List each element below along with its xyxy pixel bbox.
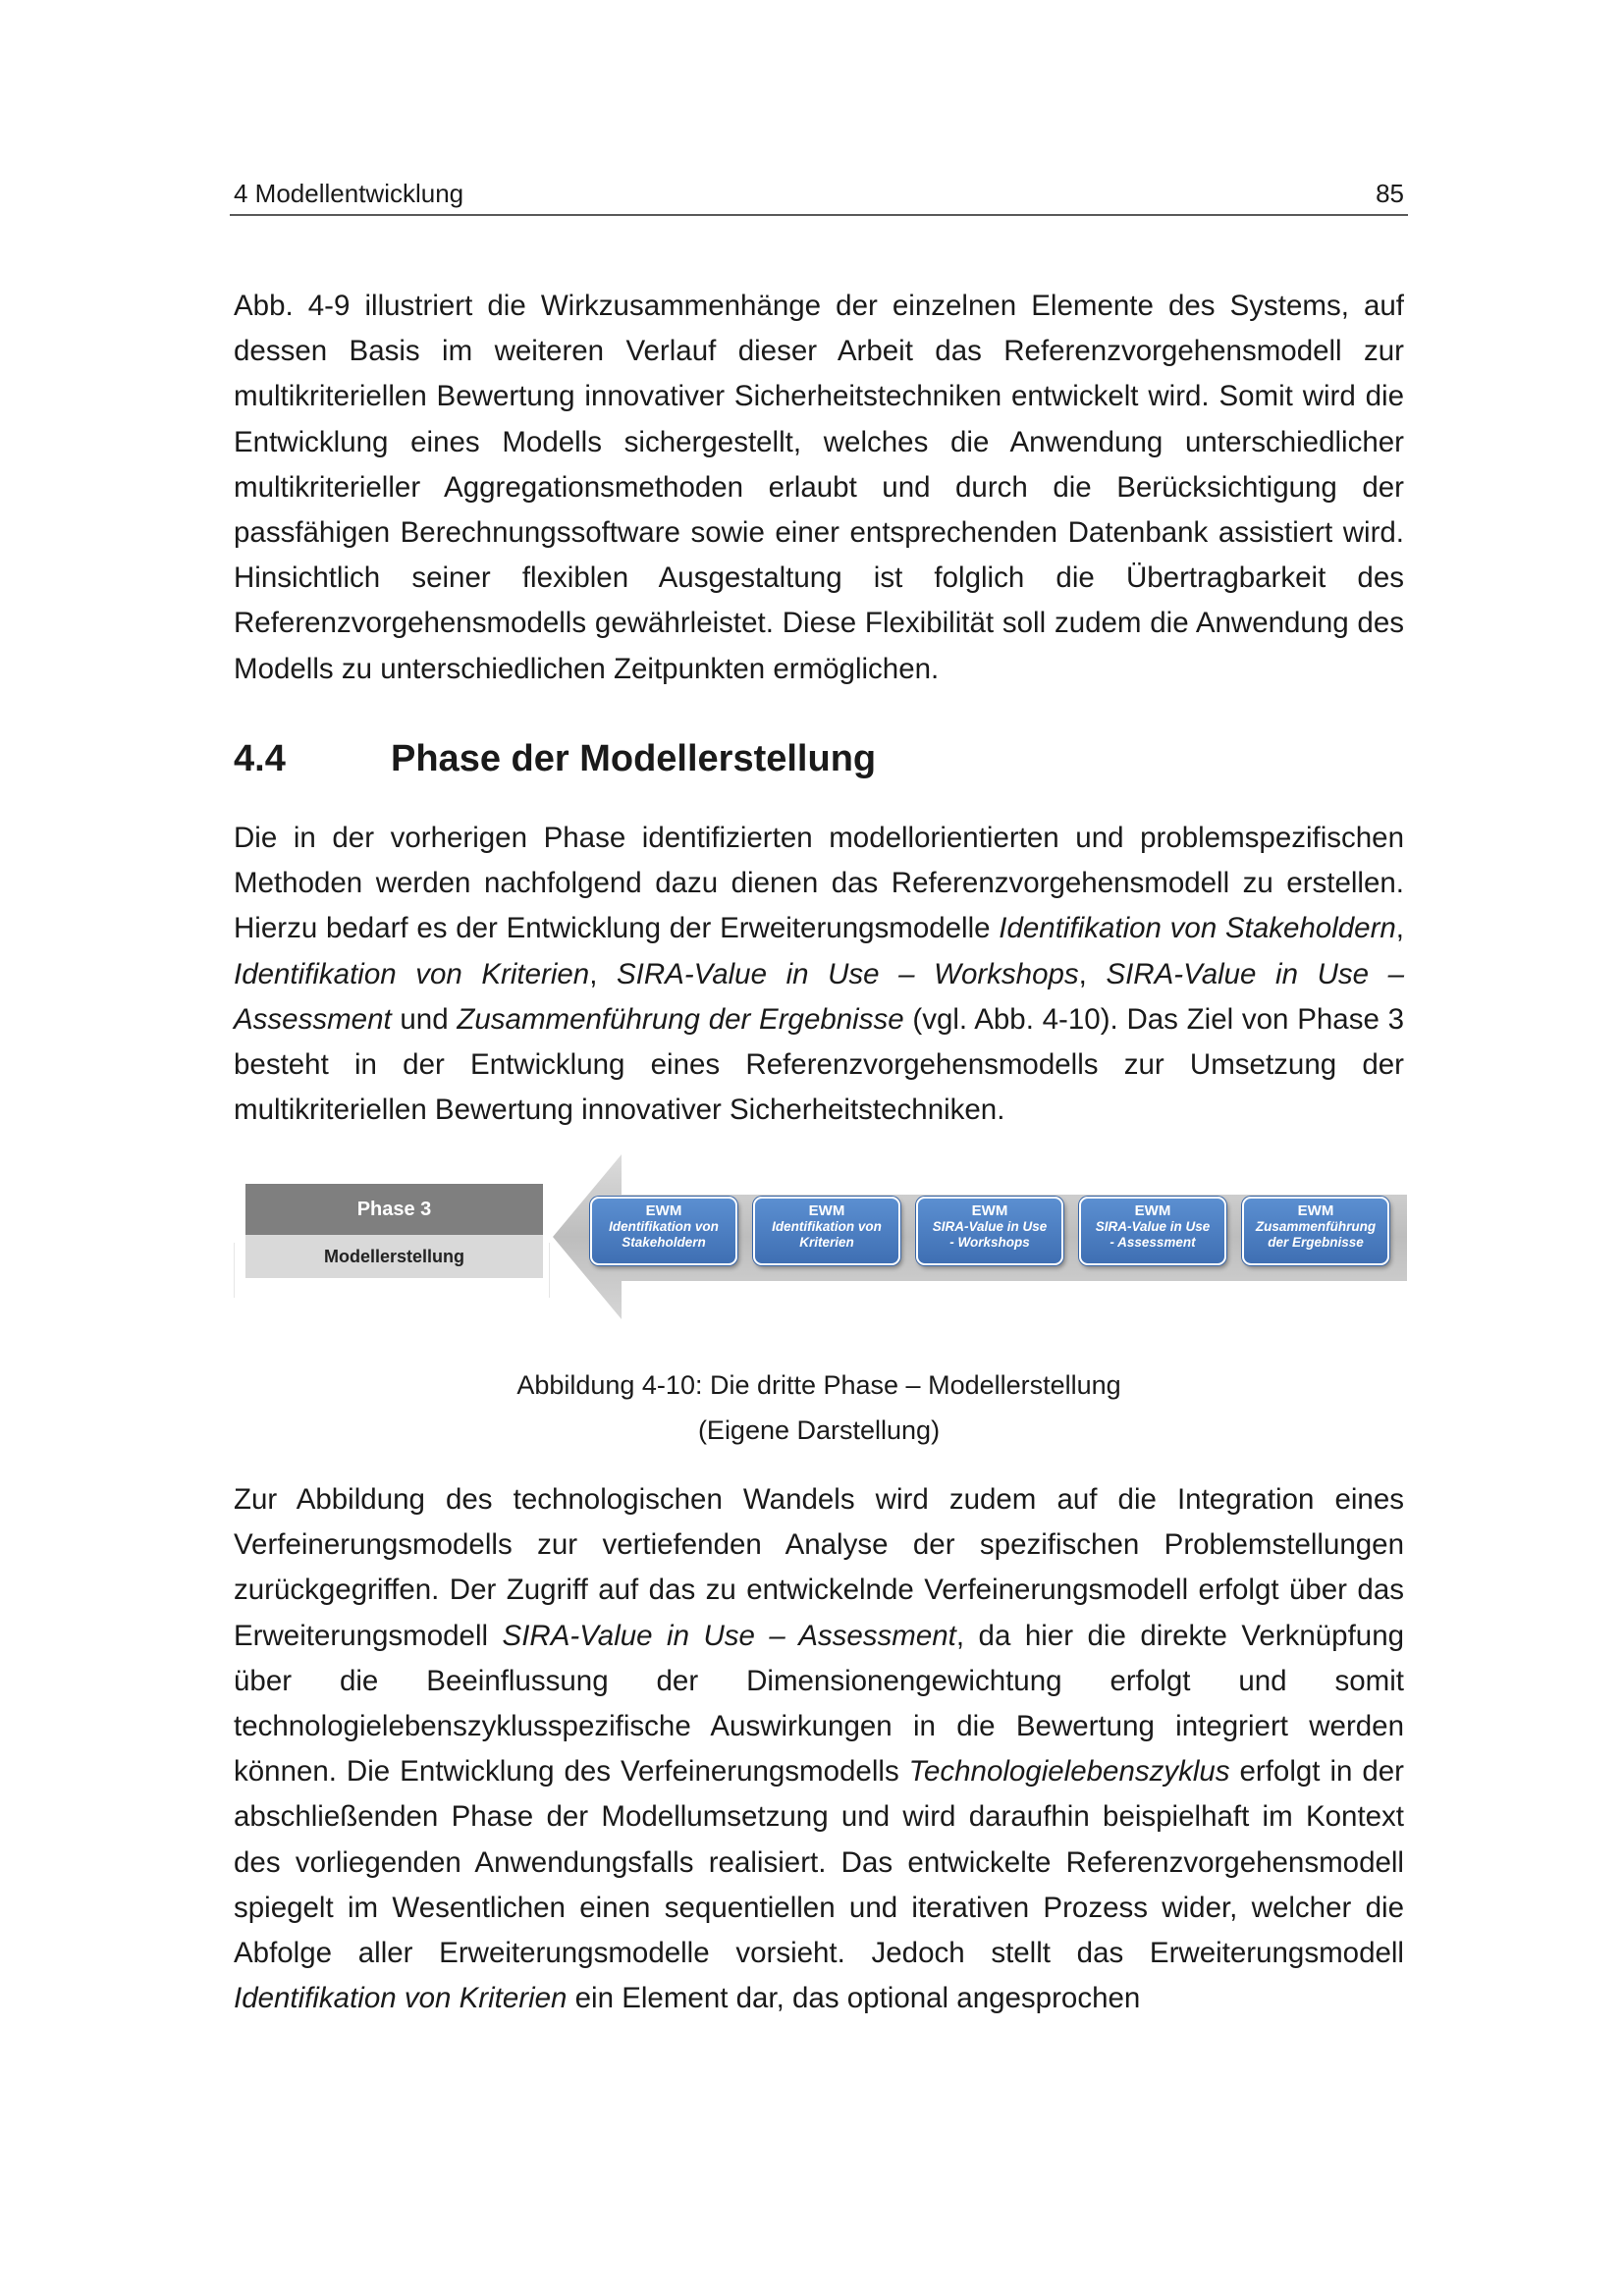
paragraph-1: Abb. 4-9 illustriert die Wirkzusammenhänge der einzelnen Elemente des Systems, auf dessen Basis im weiteren Verlauf dieser Arbeit das Referenzvorgehensmodell zur multikriteriellen Bewertung innovativer Sicherheitstechniken entwickelt wird. Somit wird die Entwicklung eines Modells sichergestellt, welches die Anwendung unterschiedlicher multikriterieller Aggregationsmethoden erlaubt und durch die Berücksichtigung der passfähigen Berechnungssoftware sowie einer entsprechenden Datenbank assistiert wird. Hinsichtlich seiner flexiblen Ausgestaltung ist folglich die Übertragbarkeit des Referenzvorgehensmodells gewährleistet. Diese Flexibilität soll zudem die Anwendung des Modells zu unterschiedlichen Zeitpunkten ermöglichen. [234, 290, 1404, 685]
phase-label: Phase 3 [245, 1184, 543, 1235]
text-run: und [391, 1002, 458, 1036]
ewm-stakeholder-box [590, 1197, 737, 1265]
ewm-line: Stakeholdern [622, 1235, 706, 1250]
italic-term: SIRA-Value in Use – Workshops [616, 957, 1079, 990]
ewm-line: - Workshops [949, 1235, 1030, 1250]
ewm-title: EWM [971, 1202, 1008, 1219]
caption-title: Abbildung 4-10: Die dritte Phase – Modellerstellung [516, 1370, 1121, 1400]
text-run: , da hier die direkte Verknüpfung über die Beeinflussung der Dimensionengewichtung erfolgt und somit technologielebenszyklusspezifische Auswirkungen in die Bewertung integriert werden können. Die Entwicklung des Verfeinerungsmodells [234, 1619, 1405, 1789]
ewm-line: der Ergebnisse [1268, 1235, 1364, 1250]
ewm-line: - Assessment [1110, 1235, 1196, 1250]
ewm-line: SIRA-Value in Use [1095, 1219, 1211, 1234]
text-run: Zur Abbildung des technologischen Wandels wird zudem auf die Integration eines Verfeinerungsmodells zur vertiefenden Analyse der spezifischen Problemstellungen zurückgegriffen. Der Zugriff auf das zu entwickelnde Verfeinerungsmodell erfolgt über das Erweiterungsmodell [234, 1483, 1404, 1652]
running-header [230, 175, 1408, 216]
ewm-title: EWM [1297, 1202, 1334, 1219]
page-number: 85 [1376, 179, 1404, 208]
caption-source: (Eigene Darstellung) [697, 1415, 941, 1445]
text-run: , [589, 957, 617, 990]
italic-term: Identifikation von Kriterien [234, 957, 590, 990]
ewm-line: SIRA-Value in Use [932, 1219, 1048, 1234]
text-run: Die in der vorherigen Phase identifizierten modellorientierten und problemspezifischen Methoden werden nachfolgend dazu dienen das Referenzvorgehensmodell zu erstellen. Hierzu bedarf es der Entwicklung der Erweiterungsmodelle [234, 822, 1404, 945]
italic-term: Identifikation von Stakeholdern [999, 912, 1396, 945]
ewm-title: EWM [645, 1202, 682, 1219]
section-heading [234, 738, 876, 780]
ewm-line: Kriterien [799, 1235, 854, 1250]
text-run: , [1395, 912, 1404, 945]
phase-name: Modellerstellung [245, 1235, 543, 1278]
paragraph-2 [234, 816, 1404, 1133]
ewm-assessment-box [1079, 1197, 1226, 1265]
ewm-title: EWM [1134, 1202, 1171, 1219]
italic-term: SIRA-Value in Use – Assessment [502, 1619, 956, 1652]
phase-figure [234, 1148, 1408, 1325]
italic-term: Technologielebenszyklus [908, 1755, 1230, 1789]
ewm-title: EWM [808, 1202, 845, 1219]
ewm-line: Zusammenführung [1255, 1219, 1377, 1234]
text-run: (vgl. Abb. 4-10). Das Ziel von Phase 3 besteht in der Entwicklung eines Referenzvorgehensmodells zur Umsetzung der multikriteriellen Bewertung innovativer Sicherheitstechniken. [234, 1002, 1404, 1127]
figure-caption [234, 1362, 1404, 1453]
ewm-line: Identifikation von [609, 1219, 719, 1234]
ewm-workshops-box [916, 1197, 1063, 1265]
section-number: 4.4 [234, 738, 286, 779]
text-run: , [1078, 957, 1107, 990]
italic-term: SIRA-Value in Use – Assessment [234, 957, 1405, 1036]
phase-box [245, 1184, 543, 1296]
italic-term: Identifikation von Kriterien [234, 1982, 568, 2015]
text-run: erfolgt in der abschließenden Phase der Modellumsetzung und wird daraufhin beispielhaft im Kontext des vorliegenden Anwendungsfalls realisiert. Das entwickelte Referenzvorgehensmodell spiegelt im Wesentlichen einen sequentiellen und iterativen Prozess wider, welcher die Abfolge aller Erweiterungsmodelle vorsieht. Jedoch stellt das Erweiterungsmodell [234, 1755, 1404, 1970]
paragraph-3 [234, 1477, 1404, 2021]
section-title: Phase der Modellerstellung [391, 738, 877, 779]
chapter-title: 4 Modellentwicklung [234, 179, 464, 208]
text-run: ein Element dar, das optional angesprochen [567, 1982, 1141, 2015]
ewm-kriterien-box [753, 1197, 900, 1265]
italic-term: Zusammenführung der Ergebnisse [457, 1002, 904, 1036]
ewm-zusammenfuehrung-box [1242, 1197, 1389, 1265]
ewm-line: Identifikation von [772, 1219, 882, 1234]
